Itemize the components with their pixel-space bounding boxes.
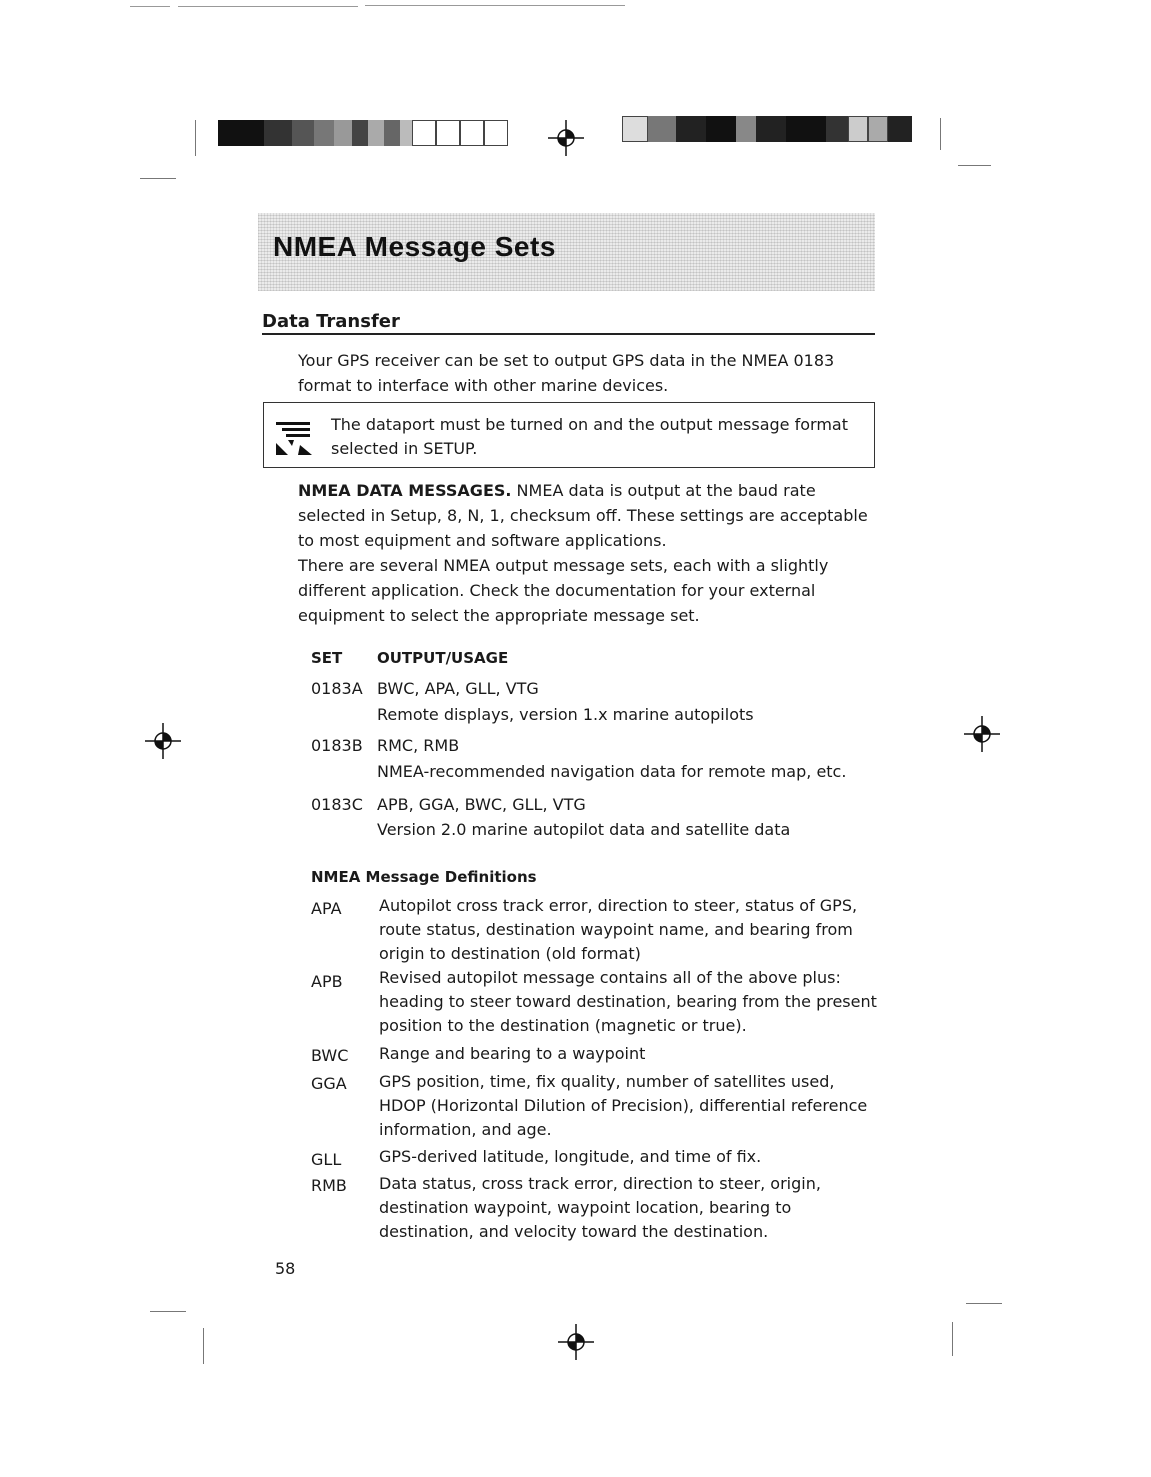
definition-code: BWC — [311, 1046, 349, 1065]
sets-column-set: SET — [311, 649, 343, 667]
sets-intro-paragraph: There are several NMEA output message sets, each with a slightly different application. Check the documentation for your external equipment to select the appropriate message set. — [298, 556, 829, 625]
definition-code: APA — [311, 899, 342, 918]
intro-paragraph: Your GPS receiver can be set to output GPS data in the NMEA 0183 format to interface with other marine devices. — [298, 351, 835, 395]
definition-code: RMB — [311, 1176, 347, 1195]
messages-lead: NMEA DATA MESSAGES. — [298, 481, 512, 500]
registration-target-icon — [556, 1322, 596, 1362]
set-output: APB, GGA, BWC, GLL, VTG — [377, 795, 586, 814]
definition-code: GGA — [311, 1074, 347, 1093]
print-mark-line — [130, 6, 170, 7]
crop-mark — [966, 1303, 1002, 1304]
page-title: NMEA Message Sets — [273, 231, 556, 262]
registration-bar-left — [218, 120, 508, 146]
set-usage: NMEA-recommended navigation data for remote map, etc. — [377, 762, 847, 781]
set-code: 0183B — [311, 736, 363, 755]
definition-text: GPS-derived latitude, longitude, and time of fix. — [379, 1147, 762, 1166]
page-number: 58 — [275, 1259, 296, 1278]
definition-code: GLL — [311, 1150, 342, 1169]
note-text: The dataport must be turned on and the output message format selected in SETUP. — [331, 415, 848, 458]
definitions-title: NMEA Message Definitions — [311, 868, 537, 886]
registration-target-icon — [546, 118, 586, 158]
definition-code: APB — [311, 972, 343, 991]
set-output: RMC, RMB — [377, 736, 460, 755]
registration-bar-right — [622, 116, 914, 142]
crop-mark — [203, 1328, 204, 1364]
messages-text: NMEA data is output at the baud rate selected in Setup, 8, N, 1, checksum off. These settings are acceptable to most equipment and software applications. — [298, 481, 868, 550]
set-usage: Version 2.0 marine autopilot data and satellite data — [377, 820, 791, 839]
crop-mark — [952, 1322, 953, 1356]
set-usage: Remote displays, version 1.x marine autopilots — [377, 705, 754, 724]
print-mark-line — [178, 6, 358, 7]
set-output: BWC, APA, GLL, VTG — [377, 679, 539, 698]
registration-target-icon — [143, 721, 183, 761]
print-mark-line — [365, 5, 625, 6]
crop-mark — [150, 1311, 186, 1312]
section-title: Data Transfer — [262, 311, 400, 332]
note-box — [263, 402, 875, 468]
definition-text: Data status, cross track error, direction to steer, origin, destination waypoint, waypoint location, bearing to destination, and velocity toward the destination. — [379, 1174, 821, 1241]
set-code: 0183A — [311, 679, 363, 698]
crop-mark — [140, 178, 176, 179]
set-code: 0183C — [311, 795, 363, 814]
note-pointer-icon — [274, 419, 316, 459]
crop-mark — [958, 165, 991, 166]
section-divider — [262, 333, 875, 335]
registration-target-icon — [962, 714, 1002, 754]
crop-mark — [195, 120, 196, 156]
definition-text: Revised autopilot message contains all of the above plus: heading to steer toward destination, bearing from the present position to the destination (magnetic or true). — [379, 968, 877, 1035]
definition-text: GPS position, time, fix quality, number of satellites used, HDOP (Horizontal Dilution of Precision), differential reference information, and age. — [379, 1072, 868, 1139]
crop-mark — [940, 118, 941, 150]
sets-column-output: OUTPUT/USAGE — [377, 649, 509, 667]
definition-text: Range and bearing to a waypoint — [379, 1044, 646, 1063]
definition-text: Autopilot cross track error, direction to steer, status of GPS, route status, destination waypoint name, and bearing from origin to destination (old format) — [379, 896, 858, 963]
messages-paragraph — [298, 478, 876, 553]
